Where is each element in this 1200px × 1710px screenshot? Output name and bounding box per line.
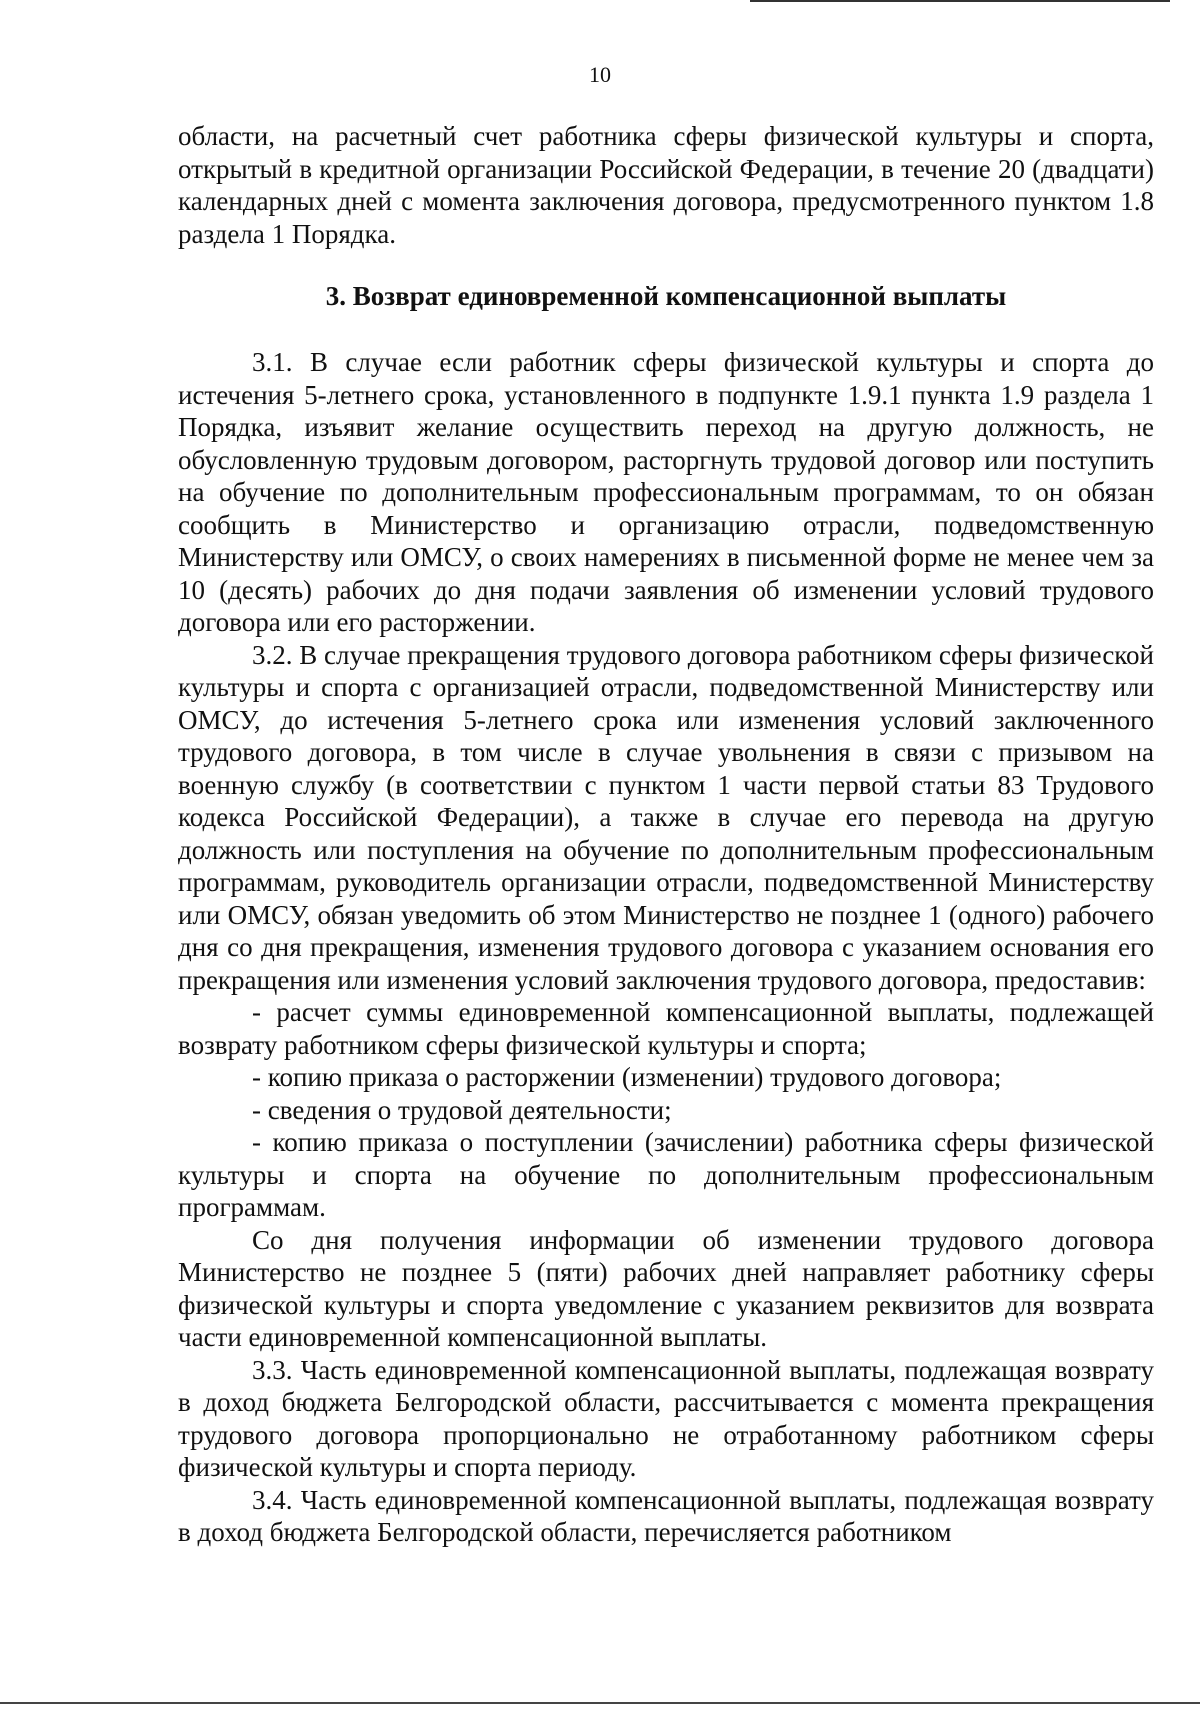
document-body (178, 120, 1154, 1549)
intro-paragraph: области, на расчетный счет работника сферы физической культуры и спорта, открытый в кредитной организации Российской Федерации, в течение 20 (двадцати) календарных дней с момента заключения договора, предусмотренного пунктом 1.8 раздела 1 Порядка. (178, 121, 1154, 249)
paragraph-3-1: 3.1. В случае если работник сферы физической культуры и спорта до истечения 5-летнего срока, установленного в подпункте 1.9.1 пункта 1.9 раздела 1 Порядка, изъявит желание осуществить переход на другую должность, не обусловленную трудовым договором, расторгнуть трудовой договор или поступить на обучение по дополнительным профессиональным программам, то он обязан сообщить в Министерство и организацию отрасли, подведомственную Министерству или ОМСУ, о своих намерениях в письменной форме не менее чем за 10 (десять) рабочих до дня подачи заявления об изменении условий трудового договора или его расторжении. (178, 347, 1154, 637)
list-item-work-info: - сведения о трудовой деятельности; (252, 1094, 672, 1125)
list-item-calculation: - расчет суммы единовременной компенсационной выплаты, подлежащей возврату работником сферы физической культуры и спорта; (178, 997, 1154, 1060)
paragraph-3-3: 3.3. Часть единовременной компенсационной выплаты, подлежащая возврату в доход бюджета Белгородской области, рассчитывается с момента прекращения трудового договора пропорционально не отработанному работником сферы физической культуры и спорта периоду. (178, 1354, 1154, 1482)
bottom-scan-edge (0, 1702, 1200, 1704)
list-item-enrollment-order: - копию приказа о поступлении (зачислении) работника сферы физической культуры и спорта на обучение по дополнительным профессиональным программам. (178, 1127, 1154, 1222)
paragraph-3-4: 3.4. Часть единовременной компенсационной выплаты, подлежащая возврату в доход бюджета Белгородской области, перечисляется работником (178, 1484, 1154, 1547)
page-number: 10 (589, 62, 611, 87)
paragraph-3-2: 3.2. В случае прекращения трудового договора работником сферы физической культуры и спорта с организацией отрасли, подведомственной Министерству или ОМСУ, до истечения 5-летнего срока или изменения условий заключенного трудового договора, в том числе в случае увольнения в связи с призывом на военную службу (в соответствии с пунктом 1 части первой статьи 83 Трудового кодекса Российской Федерации), а также в случае его перевода на другую должность или поступления на обучение по дополнительным профессиональным программам, руководитель организации отрасли, подведомственной Министерству или ОМСУ, обязан уведомить об этом Министерство не позднее 1 (одного) рабочего дня со дня прекращения, изменения трудового договора с указанием основания его прекращения или изменения условий заключения трудового договора, предоставив: (178, 639, 1154, 995)
section-heading: 3. Возврат единовременной компенсационной выплаты (325, 281, 1007, 311)
paragraph-notification: Со дня получения информации об изменении трудового договора Министерство не позднее 5 (пяти) рабочих дней направляет работнику сферы физической культуры и спорта уведомление с указанием реквизитов для возврата части единовременной компенсационной выплаты. (178, 1224, 1154, 1352)
list-item-order-copy: - копию приказа о расторжении (изменении) трудового договора; (252, 1062, 1002, 1092)
top-scan-edge (750, 0, 1170, 2)
